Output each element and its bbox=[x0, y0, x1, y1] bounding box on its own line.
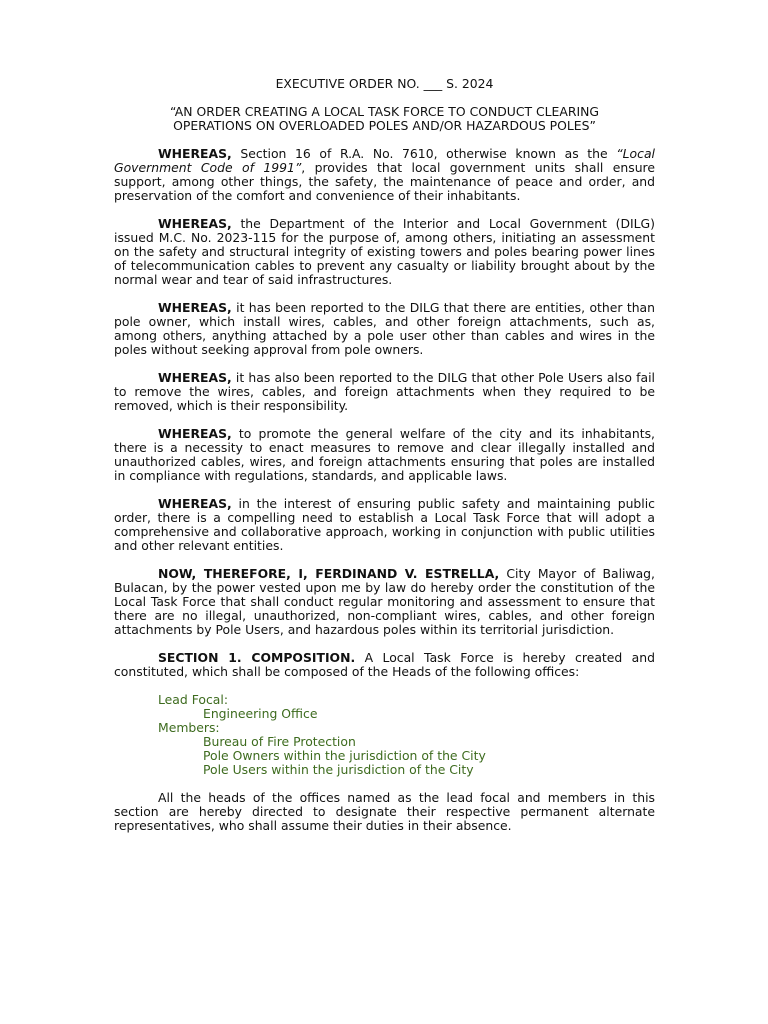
paragraph-lead: WHEREAS, bbox=[158, 146, 232, 161]
office-list bbox=[114, 693, 655, 777]
document-body bbox=[114, 77, 655, 833]
paragraph-lead: NOW, THEREFORE, I, FERDINAND V. ESTRELLA, bbox=[158, 566, 500, 581]
paragraph-text: Section 16 of R.A. No. 7610, otherwise known as the bbox=[231, 146, 617, 161]
section-heading: SECTION 1. COMPOSITION. bbox=[158, 650, 356, 665]
paragraph-text: City Mayor of Baliwag, Bulacan, by the power vested upon me by law do hereby order the constitution of the Local Task Force that shall conduct regular monitoring and assessment to ensure that there are no illegal, unauthorized, non-compliant wires, cables, and other foreign attachments by Pole Users, and hazardous poles within its territorial jurisdiction. bbox=[114, 566, 655, 637]
lead-focal-office: Engineering Office bbox=[203, 706, 318, 721]
paragraph-italic: “Local Government Code of 1991” bbox=[114, 146, 655, 175]
member-office: Bureau of Fire Protection bbox=[203, 734, 356, 749]
member-office: Pole Owners within the jurisdiction of the City bbox=[203, 748, 486, 763]
paragraph-text: it has also been reported to the DILG that other Pole Users also fail to remove the wires, cables, and foreign attachments when they required to be removed, which is their responsibility. bbox=[114, 370, 655, 413]
paragraph-lead: WHEREAS, bbox=[158, 426, 232, 441]
whereas-paragraph-4 bbox=[114, 371, 655, 413]
section-1-paragraph bbox=[114, 651, 655, 679]
paragraph-lead: WHEREAS, bbox=[158, 216, 232, 231]
whereas-paragraph-2 bbox=[114, 217, 655, 287]
whereas-paragraph-3 bbox=[114, 301, 655, 357]
paragraph-text: , provides that local government units shall ensure support, among other things, the safety, the maintenance of peace and order, and preservation of the comfort and convenience of their inhabitants. bbox=[114, 160, 655, 203]
closing-paragraph: All the heads of the offices named as the lead focal and members in this section are hereby directed to designate their respective permanent alternate representatives, who shall assume their duties in their absence. bbox=[114, 790, 655, 833]
paragraph-lead: WHEREAS, bbox=[158, 496, 232, 511]
document-subtitle bbox=[114, 105, 655, 133]
lead-focal-label: Lead Focal: bbox=[158, 692, 228, 707]
document-title: EXECUTIVE ORDER NO. ___ S. 2024 bbox=[275, 76, 494, 91]
paragraph-text: it has been reported to the DILG that there are entities, other than pole owner, which install wires, cables, and other foreign attachments, such as, among others, anything attached by a pole user other than cables and wires in the poles without seeking approval from pole owners. bbox=[114, 300, 655, 357]
paragraph-text: in the interest of ensuring public safety and maintaining public order, there is a compelling need to establish a Local Task Force that will adopt a comprehensive and collaborative approach, working in conjunction with public utilities and other relevant entities. bbox=[114, 496, 655, 553]
whereas-paragraph-6 bbox=[114, 497, 655, 553]
members-label: Members: bbox=[158, 720, 220, 735]
paragraph-text: A Local Task Force is hereby created and constituted, which shall be composed of the Heads of the following offices: bbox=[114, 650, 655, 679]
paragraph-text: the Department of the Interior and Local Government (DILG) issued M.C. No. 2023-115 for the purpose of, among others, initiating an assessment on the safety and structural integrity of existing towers and poles bearing power lines of telecommunication cables to prevent any casualty or liability brought about by the normal wear and tear of said infrastructures. bbox=[114, 216, 655, 287]
member-office: Pole Users within the jurisdiction of the City bbox=[203, 762, 474, 777]
paragraph-text: to promote the general welfare of the city and its inhabitants, there is a necessity to enact measures to remove and clear illegally installed and unauthorized cables, wires, and foreign attachments ensuring that poles are installed in compliance with regulations, standards, and applicable laws. bbox=[114, 426, 655, 483]
paragraph-lead: WHEREAS, bbox=[158, 300, 232, 315]
subtitle-line-1: “AN ORDER CREATING A LOCAL TASK FORCE TO CONDUCT CLEARING bbox=[169, 104, 600, 119]
whereas-paragraph-5 bbox=[114, 427, 655, 483]
whereas-paragraph-1 bbox=[114, 147, 655, 203]
now-therefore-paragraph bbox=[114, 567, 655, 637]
paragraph-lead: WHEREAS, bbox=[158, 370, 232, 385]
subtitle-line-2: OPERATIONS ON OVERLOADED POLES AND/OR HAZARDOUS POLES” bbox=[173, 118, 596, 133]
